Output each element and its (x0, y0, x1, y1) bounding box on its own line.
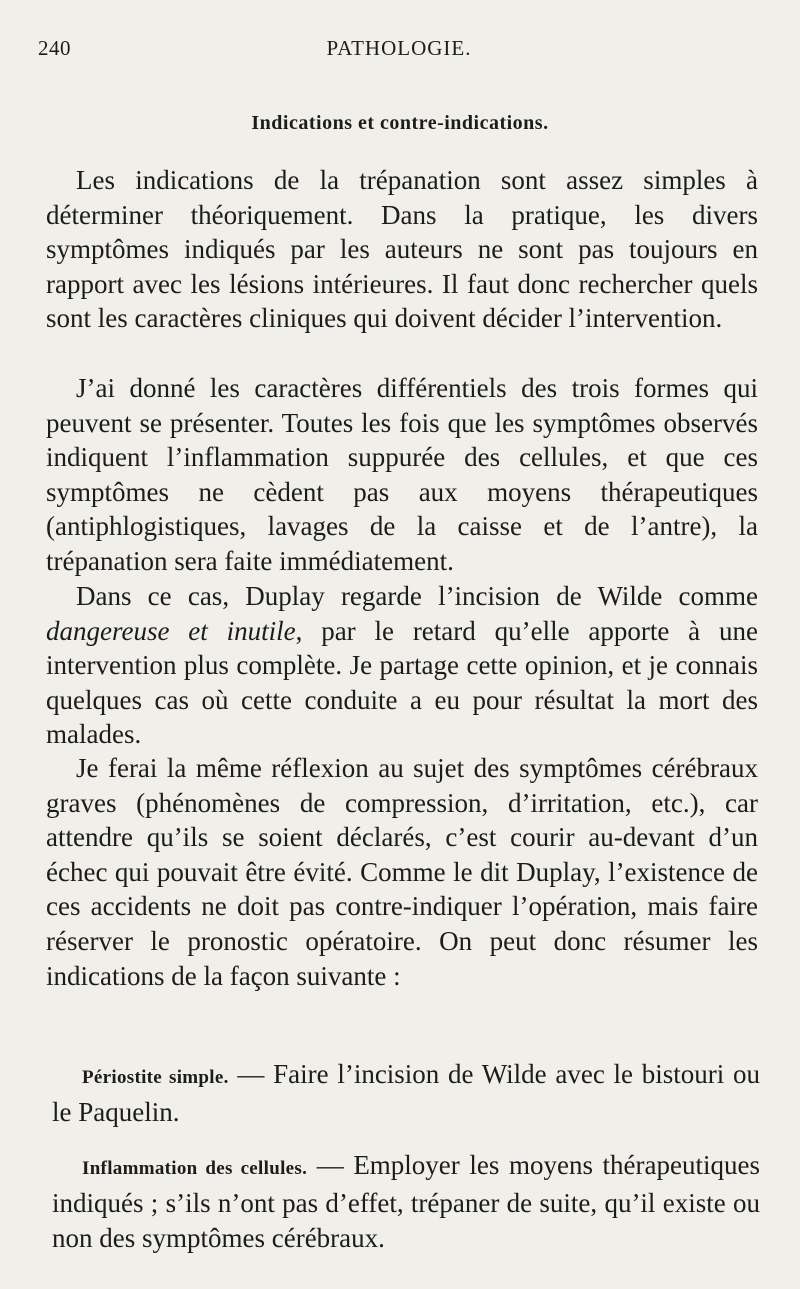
paragraph-3 (46, 579, 758, 752)
indication-lead: Périostite simple. (82, 1067, 229, 1088)
paragraph-text-start: Dans ce cas, Duplay regarde l’incision de Wilde comme (76, 581, 758, 611)
paragraph-text: Je ferai la même réflexion au sujet des symptômes cérébraux graves (phénomènes de compression, d’irritation, etc.), car attendre qu’ils se soient déclarés, c’est courir au-devant d’un échec qui pouvait être évité. Comme le dit Duplay, l’existence de ces accidents ne doit pas contre-indiquer l’opération, mais faire réserver le pronostic opératoire. On peut donc résumer les indications de la façon suivante : (46, 753, 758, 991)
indication-text: — Employer les moyens thérapeutiques indiqués ; s’ils n’ont pas d’effet, trépaner de suite, qu’il existe ou non des symptômes cérébraux. (52, 1150, 760, 1253)
paragraph-2 (46, 371, 758, 579)
paragraph-text (46, 579, 758, 752)
indication-lead: Inflammation des cellules. (82, 1158, 308, 1179)
indication-item (52, 1057, 760, 1130)
paragraph-1 (46, 163, 758, 336)
page-number: 240 (38, 36, 71, 60)
paragraph-text: J’ai donné les caractères différentiels des trois formes qui peuvent se présenter. Toutes les fois que les symptômes observés indiquent l’inflammation suppurée des cellules, et que ces symptômes ne cèdent pas aux moyens thérapeutiques (antiphlogistiques, lavages de la caisse et de l’antre), la trépanation sera faite immédiatement. (46, 373, 758, 576)
paragraph-4 (46, 751, 758, 993)
italic-phrase: dangereuse et inutile (46, 615, 296, 646)
running-title: PATHOLOGIE. (326, 36, 472, 60)
paragraph-text: Les indications de la trépanation sont assez simples à déterminer théoriquement. Dans la pratique, les divers symptômes indiqués par les auteurs ne sont pas toujours en rapport avec les lésions intérieures. Il faut donc rechercher quels sont les caractères cliniques qui doivent décider l’intervention. (46, 165, 758, 334)
paragraph-text-end: , par le retard qu’elle apporte à une intervention plus complète. Je partage cette opinion, et je connais quelques cas où cette conduite a eu pour résultat la mort des malades. (46, 615, 758, 750)
section-heading: Indications et contre-indications. (251, 112, 549, 134)
page-header (38, 36, 760, 68)
indication-item (52, 1148, 760, 1256)
indication-text: — Faire l’incision de Wilde avec le bistouri ou le Paquelin. (52, 1059, 760, 1127)
